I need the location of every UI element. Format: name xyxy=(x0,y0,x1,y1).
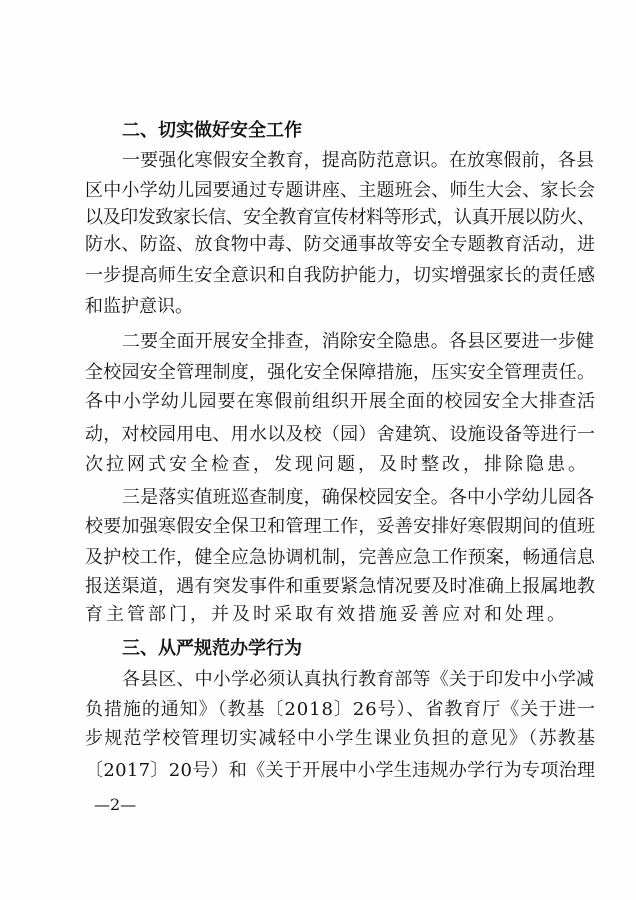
paragraph-line: 及护校工作，健全应急协调机制，完善应急工作预案，畅通信息 xyxy=(85,547,596,568)
paragraph-line: 各中小学幼儿园要在寒假前组织开展全面的校园安全大排查活 xyxy=(85,391,596,412)
paragraph-line: 全校园安全管理制度，强化安全保障措施，压实安全管理责任。 xyxy=(85,362,596,383)
section-heading: 二、切实做好安全工作 xyxy=(122,120,302,141)
paragraph-line: 育主管部门，并及时采取有效措施妥善应对和处理。 xyxy=(85,604,568,625)
paragraph-line: 一步提高师生安全意识和自我防护能力，切实增强家长的责任感 xyxy=(85,265,596,286)
paragraph-line: 报送渠道，遇有突发事件和重要紧急情况要及时准确上报属地教 xyxy=(85,576,596,597)
paragraph-line: 各县区、中小学必须认真执行教育部等《关于印发中小学减 xyxy=(122,669,595,690)
paragraph-line: 〔2017〕20号）和《关于开展中小学生违规办学行为专项治理 xyxy=(85,760,596,781)
section-heading: 三、从严规范办学行为 xyxy=(122,638,302,659)
paragraph-line: 区中小学幼儿园要通过专题讲座、主题班会、师生大会、家长会 xyxy=(85,180,596,201)
paragraph-line: 以及印发致家长信、安全教育宣传材料等形式，认真开展以防火、 xyxy=(85,207,595,228)
paragraph-line: 一要强化寒假安全教育，提高防范意识。在放寒假前，各县 xyxy=(122,150,595,171)
paragraph-line: 三是落实值班巡查制度，确保校园安全。各中小学幼儿园各 xyxy=(122,487,595,508)
paragraph-line: 负措施的通知》（教基〔2018〕26号）、省教育厅《关于进一 xyxy=(85,699,596,720)
paragraph-line: 防水、防盗、放食物中毒、防交通事故等安全专题教育活动，进 xyxy=(85,234,596,255)
paragraph-line: 二要全面开展安全排查，消除安全隐患。各县区要进一步健 xyxy=(122,331,595,352)
paragraph-line: 次拉网式安全检查，发现问题，及时整改，排除隐患。 xyxy=(85,454,589,475)
paragraph-line: 校要加强寒假安全保卫和管理工作，妥善安排好寒假期间的值班 xyxy=(85,516,596,537)
paragraph-line: 动，对校园用电、用水以及校（园）舍建筑、设施设备等进行一 xyxy=(85,424,596,445)
paragraph-line: 步规范学校管理切实减轻中小学生课业负担的意见》（苏教基 xyxy=(85,728,597,749)
page-number: —2— xyxy=(94,795,137,814)
paragraph-line: 和监护意识。 xyxy=(85,296,193,317)
